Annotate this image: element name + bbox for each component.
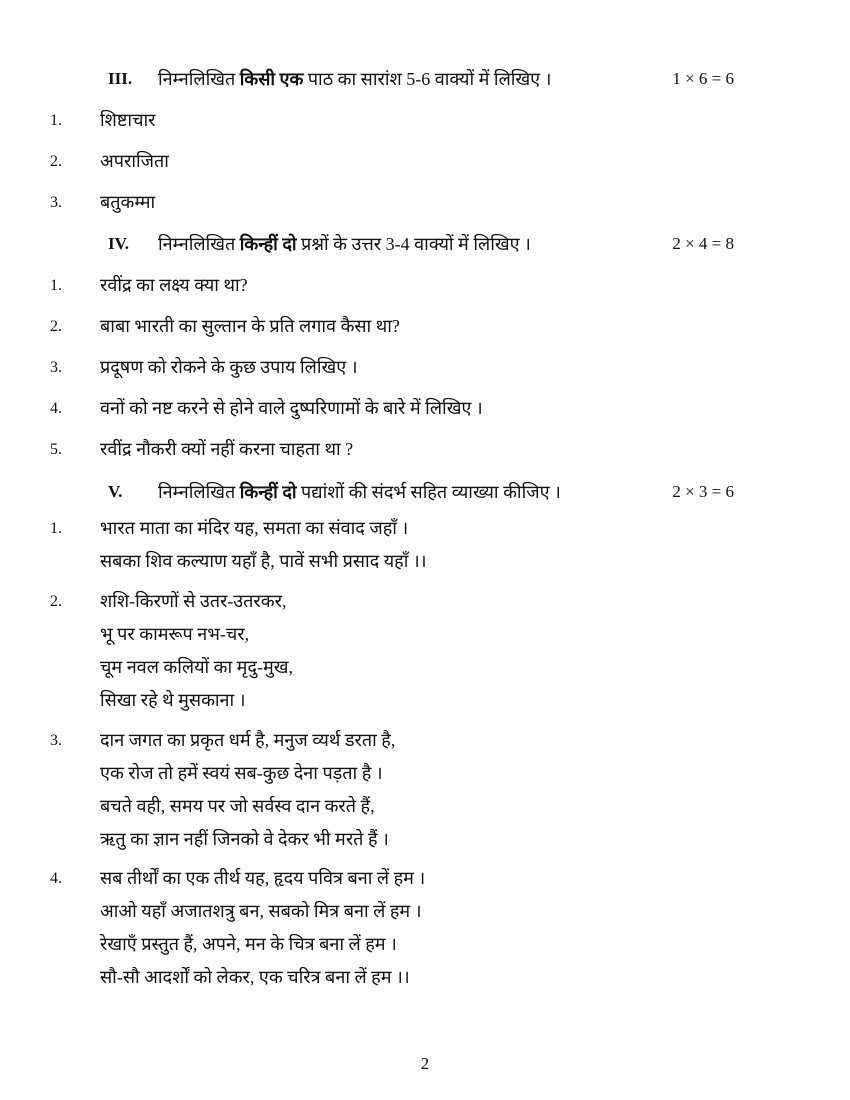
question-heading (108, 64, 734, 94)
verse-line: ऋतु का ज्ञान नहीं जिनको वे देकर भी मरते हैं । (100, 829, 389, 849)
verse-line: एक रोज तो हमें स्वयं सब-कुछ देना पड़ता है । (100, 763, 383, 783)
verse-line: भारत माता का मंदिर यह, समता का संवाद जहाँ । (100, 518, 409, 538)
verse-line: शशि-किरणों से उतर-उतरकर, (100, 591, 287, 611)
question-text: निम्नलिखित किन्हीं दो प्रश्नों के उत्तर 3-4 वाक्यों में लिखिए । (158, 234, 531, 254)
question-number: V. (108, 482, 123, 501)
question-marks: 2 × 3 = 6 (672, 482, 734, 501)
verse-line: भू पर कामरूप नभ-चर, (100, 624, 250, 644)
question-section-5 (108, 477, 734, 507)
verse-line: आओ यहाँ अजातशत्रु बन, सबको मित्र बना लें हम । (100, 901, 422, 921)
verse-line: रेखाएँ प्रस्तुत हैं, अपने, मन के चित्र बना लें हम । (100, 934, 397, 954)
question-section-3 (108, 64, 734, 94)
verse-line: सिखा रहे थे मुसकाना । (100, 690, 246, 710)
question-text: निम्नलिखित किसी एक पाठ का सारांश 5-6 वाक्यों में लिखिए । (158, 69, 552, 89)
question-number: III. (108, 69, 133, 88)
question-number: IV. (108, 234, 129, 253)
question-marks: 2 × 4 = 8 (672, 234, 734, 253)
verse-line: बचते वही, समय पर जो सर्वस्व दान करते हैं, (100, 796, 375, 816)
question-text: निम्नलिखित किन्हीं दो पद्यांशों की संदर्भ सहित व्याख्या कीजिए । (158, 482, 561, 502)
question-heading (108, 477, 734, 507)
verse-line: सब तीर्थों का एक तीर्थ यह, हृदय पवित्र बना लें हम । (100, 868, 426, 888)
page-number: 2 (420, 1054, 430, 1073)
question-marks: 1 × 6 = 6 (672, 69, 734, 88)
question-heading (108, 229, 734, 259)
verse-line: सबका शिव कल्याण यहाँ है, पावें सभी प्रसाद यहाँ ।। (100, 551, 427, 571)
verse-line: चूम नवल कलियों का मृदु-मुख, (100, 657, 293, 677)
verse-line: दान जगत का प्रकृत धर्म है, मनुज व्यर्थ डरता है, (100, 730, 396, 750)
verse-line: सौ-सौ आदर्शों को लेकर, एक चरित्र बना लें हम ।। (100, 967, 410, 987)
question-section-4 (108, 229, 734, 259)
exam-page: III. निम्नलिखित किसी एक पाठ का सारांश 5-6 वाक्यों में लिखिए । 1 × 6 = 6 1. शिष्टाचार 2. अपराजिता 3. बतुकम्मा IV. निम्नलिखित किन्हीं दो प्रश्नों के उत्तर 3-4 वाक्यों में लिखिए । 2 × 4 = 8 1. रवींद्र का लक्ष्य क्या था? 2. बाबा भारती का सुल्तान के प्रति लगाव कैसा था? 3. प्रदूषण को रोकने के कुछ उपाय लिखिए । 4. वनों को नष्ट करने से होने वाले दुष्परिणामों के बारे में लिखिए । 5. रवींद्र नौकरी क्यों नहीं करना चाहता था ? V. निम्नलिखित किन्हीं दो पद्यांशों की संदर्भ सहित व्याख्या कीजिए । 2 × 3 = 6 1. भारत माता का मंदिर यह, समता का संवाद जहाँ । सबका शिव कल्याण यहाँ है, पावें सभी प्रसाद यहाँ ।। 2. शशि-किरणों से उतर-उतरकर, भू पर कामरूप नभ-चर, चूम नवल कलियों का मृदु-मुख, सिखा रहे थे मुसकाना । 3. दान जगत का प्रकृत धर्म है, मनुज व्यर्थ डरता है, एक रोज तो हमें स्वयं सब-कुछ देना पड़ता है । बचते वही, समय पर जो सर्वस्व दान करते हैं, ऋतु का ज्ञान नहीं जिनको वे देकर भी मरते हैं । 4. सब तीर्थों का एक तीर्थ यह, हृदय पवित्र बना लें हम । आओ यहाँ अजातशत्रु बन, सबको मित्र बना लें हम । रेखाएँ प्रस्तुत हैं, अपने, मन के चित्र बना लें हम । सौ-सौ आदर्शों को लेकर, एक चरित्र बना लें हम ।। 2 (0, 0, 850, 1100)
